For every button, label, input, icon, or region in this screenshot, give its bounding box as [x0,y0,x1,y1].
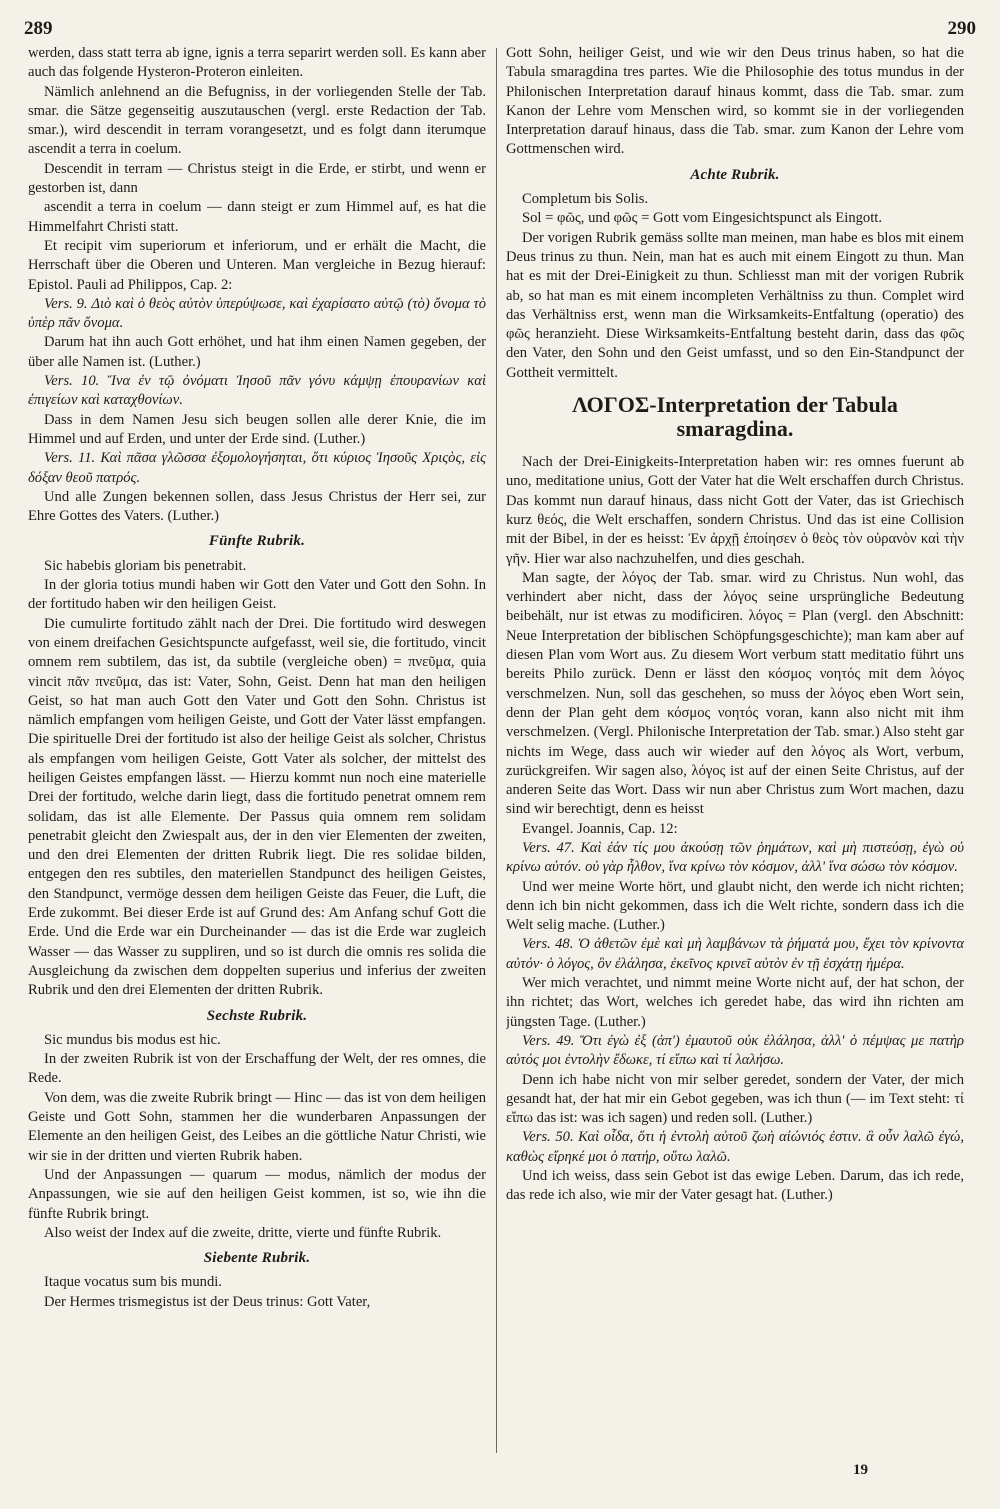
paragraph: Die cumulirte fortitudo zählt nach der Drei. Die fortitudo wird deswegen von einem dreifachen Gesichtspuncte aufgefasst, weil sie, die fortitudo, vincit omnem rem subtilem, das ist, da subtile (vergleiche oben) = πνεῦμα, quia vincit πᾶν πνεῦμα, das ist: Vater, Sohn, Geist. Denn hat man den heiligen Geist, so hat man auch Gott den Vater und Gott den Sohn. Christus ist nämlich empfangen vom heiligen Geiste, und Gott der Vater lässt empfangen. Die spirituelle Drei der fortitudo ist also der heilige Geist als solcher, Christus als empfangen vom heiligen Geiste, Gott Vater als solcher, der mittelst des heiligen Geistes empfangen lässt. — Hierzu kommt nun noch eine materielle Drei der fortitudo, welche darin liegt, dass die fortitudo penetrat omnem rem solidam, das ist alle Elemente. Der Passus quia omnem rem solidam penetrabit gleicht den Zwiespalt aus, der in den vier Elementen der zweiten, und den drei Elementen der dritten Rubrik liegt. Die res solidae bilden, entgegen den res subtiles, den materiellen Standpunct des heiligen Geistes, den Standpunct, vermöge dessen dem heiligen Geiste das Feuer, die Luft, die Erde zukommt. Bei dieser Erde ist auf Grund des: Am Anfang schuf Gott die Erde. Und die Erde war ein Durcheinander — das ist die Erde war zugleich Wasser — das Wasser zu suppliren, und so ist durch die omnis res solida die Ausgleichung da zwischen dem doppelten superius und inferius der zweiten Rubrik und den drei Elementen der dritten Rubrik. [28,615,486,999]
paragraph: In der zweiten Rubrik ist von der Erschaffung der Welt, der res omnes, die Rede. [28,1051,486,1087]
sheet-signature: 19 [853,1462,868,1478]
paragraph: Evangel. Joannis, Cap. 12: [522,820,678,837]
paragraph: Et recipit vim superiorum et inferiorum, und er erhält die Macht, die Herrschaft über die Oberen und Unteren. Man vergleiche in Bezug hierauf: Epistol. Pauli ad Philippos, Cap. 2: [28,237,486,293]
chapter-heading-line-2: smaragdina. [676,416,794,442]
paragraph: Gott Sohn, heiliger Geist, und wie wir den Deus trinus haben, so hat die Tabula smaragdina tres partes. Wie die Philosophie des totus mundus in der Philonischen Interpretation darauf hinaus kommt, dass die Tab. smar. zum Kanon der Lehre vom Menschen wird, so kommt sie in der vorliegenden Interpretation darauf hinaus, dass die Tab. smar. zum Kanon der Lehre vom Gottmenschen wird. [506,45,964,158]
greek-verse: Vers. 49. Ὅτι ἐγὼ ἐξ (ἀπ') ἐμαυτοῦ οὐκ ἐλάλησα, ἀλλ' ὁ πέμψας με πατὴρ αὐτός μοι ἐντολὴν ἔδωκε, τί εἴπω καὶ τί λαλήσω. [506,1032,964,1069]
paragraph: werden, dass statt terra ab igne, ignis a terra separirt werden soll. Es kann aber auch das folgende Hysteron-Proteron einleiten. [28,45,486,81]
page-number-left: 289 [24,18,53,39]
page-header [24,10,976,40]
column-divider [496,48,497,1453]
paragraph: Descendit in terram — Christus steigt in die Erde, er stirbt, und wenn er gestorben ist, dann [28,160,486,197]
paragraph: Wer mich verachtet, und nimmt meine Worte nicht auf, der hat schon, der ihn richtet; das Wort, welches ich geredet habe, das wird ihn richten am jüngsten Tage. (Luther.) [506,975,964,1030]
chapter-heading [506,393,964,441]
page-number-right: 290 [947,18,976,39]
paragraph: Und wer meine Worte hört, und glaubt nicht, den werde ich nicht richten; denn ich bin nicht gekommen, dass ich die Welt richte, sondern dass ich die Welt selig mache. (Luther.) [506,878,964,934]
section-heading-sechste-rubrik: Sechste Rubrik. [206,1007,308,1024]
paragraph: Und der Anpassungen — quarum — modus, nämlich der modus der Anpassungen, wie sie auf den heiligen Geist kommen, ist so, wie ihn die fünfte Rubrik bringt. [28,1166,486,1222]
paragraph: Sic mundus bis modus est hic. [44,1031,221,1048]
greek-verse: Vers. 11. Καὶ πᾶσα γλῶσσα ἐξομολογήσηται, ὅτι κύριος Ἰησοῦς Χριςὸς, εἰς δόξαν θεοῦ πατρός. [28,450,486,486]
left-column [28,44,486,1459]
greek-verse: Vers. 48. Ὁ ἀθετῶν ἐμὲ καὶ μὴ λαμβάνων τὰ ῥήματά μου, ἔχει τὸν κρίνοντα αὐτόν· ὁ λόγος, ὃν ἐλάλησα, ἐκεῖνος κρινεῖ αὐτὸν ἐν τῇ ἐσχάτῃ ἡμέρα. [506,936,964,972]
paragraph: In der gloria totius mundi haben wir Gott den Vater und Gott den Sohn. In der fortitudo haben wir den heiligen Geist. [28,577,486,613]
paragraph: Nämlich anlehnend an die Befugniss, in der vorliegenden Stelle der Tab. smar. die Sätze gegenseitig auszutauschen (vergl. erste Redaction der Tab. smar.), wird descendit in terram vorangesetzt, und es folgt dann iterumque ascendit a terra in coelum. [28,83,486,158]
paragraph: Denn ich habe nicht von mir selber geredet, sondern der Vater, der mich gesandt hat, der hat mir ein Gebot gegeben, was ich thun (— im Text steht: τί εἴπω das ist: was ich sagen) und reden soll. (Luther.) [506,1071,964,1127]
right-column [506,44,964,1459]
paragraph: Und alle Zungen bekennen sollen, dass Jesus Christus der Herr sei, zur Ehre Gottes des Vaters. (Luther.) [28,488,486,525]
paragraph: Man sagte, der λόγος der Tab. smar. wird zu Christus. Nun wohl, das verhindert aber nicht, dass der λόγος seine ursprüngliche Bedeutung beibehält, nur ist etwas zu modificiren. λόγος = Plan (vergl. den Abschnitt: Neue Interpretation der biblischen Schöpfungsgeschichte); man kam aber auf diesen Plan vom Wort aus. Zu diesem Wort verbum statt meditatio führt uns bereits Philo zurück. Denn er lässt den κόσμος νοητός mit dem λόγος verschmelzen. Nun, soll das geschehen, so muss der λόγος eben Wort sein, denn der Plan geht dem κόσμος νοητός voran, kann also nicht mit ihm verschmelzen. (Vergl. Philonische Interpretation der Tab. smar.) Also steht gar nichts im Wege, dass auch wir wieder auf den λόγος als Wort, verbum, zurückgreifen. Wir sagen also, λόγος ist auf der einen Seite Christus, auf der anderen Seite das Wort. Dass wir nun aber Christus zum Wort machen, dazu sind wir berechtigt, denn es heisst [506,569,964,818]
paragraph: Sic habebis gloriam bis penetrabit. [44,557,247,574]
greek-verse: Vers. 50. Καὶ οἶδα, ὅτι ἡ ἐντολὴ αὐτοῦ ζωὴ αἰώνιός ἐστιν. ἃ οὖν λαλῶ ἐγώ, καθὼς εἴρηκέ μοι ὁ πατήρ, οὕτω λαλῶ. [506,1129,964,1165]
greek-verse: Vers. 47. Καὶ ἐάν τίς μου ἀκούσῃ τῶν ῥημάτων, καὶ μὴ πιστεύσῃ, ἐγὼ οὐ κρίνω αὐτόν. οὐ γὰρ ἦλθον, ἵνα κρίνω τὸν κόσμον, ἀλλ' ἵνα σώσω τὸν κόσμον. [506,839,964,876]
paragraph: Completum bis Solis. [522,191,649,208]
section-heading-achte-rubrik: Achte Rubrik. [690,166,780,183]
paragraph: Dass in dem Namen Jesu sich beugen sollen alle derer Knie, die im Himmel und auf Erden, und unter der Erde sind. (Luther.) [28,411,486,447]
greek-verse: Vers. 9. Διὸ καὶ ὁ θεὸς αὐτὸν ὑπερύψωσε, καὶ ἐχαρίσατο αὐτῷ (τὸ) ὄνομα τὸ ὑπὲρ πᾶν ὄνομα. [28,295,486,332]
paragraph: Der Hermes trismegistus ist der Deus trinus: Gott Vater, [44,1293,371,1310]
greek-verse: Vers. 10. Ἵνα ἐν τῷ ὀνόματι Ἰησοῦ πᾶν γόνυ κάμψῃ ἐπουρανίων καὶ ἐπιγείων καὶ καταχθονίων. [28,373,486,409]
paragraph: Sol = φῶς, und φῶς = Gott vom Eingesichtspunct als Eingott. [522,210,882,227]
paragraph: ascendit a terra in coelum — dann steigt er zum Himmel auf, es hat die Himmelfahrt Christi statt. [28,199,486,235]
paragraph: Also weist der Index auf die zweite, dritte, vierte und fünfte Rubrik. [44,1224,442,1241]
section-heading-siebente-rubrik: Siebente Rubrik. [203,1250,311,1267]
paragraph: Der vorigen Rubrik gemäss sollte man meinen, man habe es blos mit einem Deus trinus zu thun. Nein, man hat es auch mit einem Eingott zu thun. Man hat es mit der Drei-Einigkeit zu thun. Schliesst man mit der vorigen Rubrik ab, so hat man es mit einem incompleten Verhältniss zu thun. Complet wird das Verhältniss erst, wenn man die Wirksamkeits-Entfaltung (operatio) des φῶς heranzieht. Diese Wirksamkeits-Entfaltung besteht darin, dass das φῶς den Vater, den Sohn und den Geist umfasst, und so den Ein-Standpunct der Gottheit vermittelt. [506,229,964,381]
paragraph: Und ich weiss, dass sein Gebot ist das ewige Leben. Darum, das ich rede, das rede ich also, wie mir der Vater gesagt hat. (Luther.) [506,1168,964,1204]
paragraph: Nach der Drei-Einigkeits-Interpretation haben wir: res omnes fuerunt ab uno, meditatione unius, Gott der Vater hat die Welt erschaffen durch Christus. Das kommt nun darauf hinaus, dass nicht Gott der Vater, das ist Griechisch kurz θεός, die Welt erschaffen, sondern Christus. Und das ist eine Collision mit der Bibel, in der es heisst: Ἐν ἀρχῇ ἐποίησεν ὁ θεὸς τὸν οὐρανὸν καὶ τὴν γῆν. Hier war also nachzuhelfen, und dies geschah. [506,454,964,567]
paragraph: Darum hat ihn auch Gott erhöhet, und hat ihm einen Namen gegeben, der über alle Namen ist. (Luther.) [28,334,486,370]
paragraph: Von dem, was die zweite Rubrik bringt — Hinc — das ist von dem heiligen Geiste und Gott Sohn, stammen her die wunderbaren Anpassungen der Elemente an den heiligen Geist, des Leibes an die göttliche Natur Christi, wie wir sie in der dritten und vierten Rubrik haben. [28,1089,486,1164]
section-heading-fuenfte-rubrik: Fünfte Rubrik. [208,533,306,550]
paragraph: Itaque vocatus sum bis mundi. [44,1274,222,1291]
chapter-heading-line-1: ΛΟΓΟΣ-Interpretation der Tabula [572,392,898,418]
